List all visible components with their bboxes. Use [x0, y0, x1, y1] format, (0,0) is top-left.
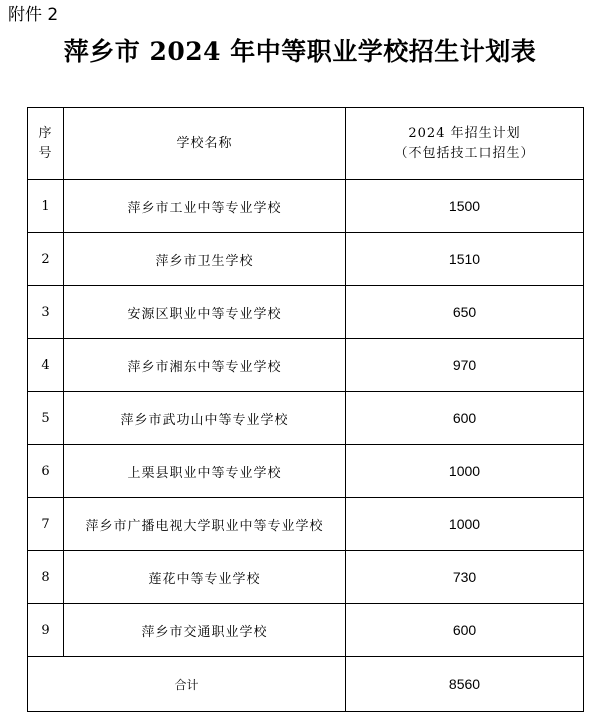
row-index: 2 [28, 233, 64, 286]
table-row [28, 604, 584, 657]
row-school: 萍乡市交通职业学校 [64, 604, 346, 657]
table-row [28, 498, 584, 551]
row-plan: 650 [346, 286, 584, 339]
table-row [28, 445, 584, 498]
table-row [28, 180, 584, 233]
header-plan-line2: （不包括技工口招生） [394, 145, 535, 161]
row-index: 3 [28, 286, 64, 339]
row-school: 萍乡市武功山中等专业学校 [64, 392, 346, 445]
row-plan: 1000 [346, 498, 584, 551]
row-school: 安源区职业中等专业学校 [64, 286, 346, 339]
row-plan: 1510 [346, 233, 584, 286]
row-plan: 600 [346, 604, 584, 657]
table-row [28, 339, 584, 392]
row-index: 4 [28, 339, 64, 392]
row-index: 5 [28, 392, 64, 445]
enrollment-plan-table [27, 107, 584, 712]
table-row [28, 233, 584, 286]
row-index: 7 [28, 498, 64, 551]
row-index: 1 [28, 180, 64, 233]
row-school: 萍乡市广播电视大学职业中等专业学校 [64, 498, 346, 551]
row-index: 8 [28, 551, 64, 604]
row-school: 上栗县职业中等专业学校 [64, 445, 346, 498]
row-school: 莲花中等专业学校 [64, 551, 346, 604]
table-row [28, 392, 584, 445]
row-plan: 1500 [346, 180, 584, 233]
row-school: 萍乡市工业中等专业学校 [64, 180, 346, 233]
header-index-line2: 号 [38, 145, 53, 161]
total-value: 8560 [346, 657, 584, 712]
table-total-row [28, 657, 584, 712]
table-header-row [28, 108, 584, 180]
attachment-label: 附件 2 [8, 5, 59, 25]
row-plan: 1000 [346, 445, 584, 498]
table-row [28, 551, 584, 604]
header-school: 学校名称 [64, 108, 346, 180]
header-plan [346, 108, 584, 180]
row-index: 6 [28, 445, 64, 498]
page-title: 萍乡市 2024 年中等职业学校招生计划表 [63, 37, 537, 66]
row-plan: 600 [346, 392, 584, 445]
row-plan: 970 [346, 339, 584, 392]
row-index: 9 [28, 604, 64, 657]
header-plan-line1: 2024 年招生计划 [408, 125, 521, 141]
table-row [28, 286, 584, 339]
row-school: 萍乡市湘东中等专业学校 [64, 339, 346, 392]
header-index-line1: 序 [38, 125, 53, 141]
total-label: 合计 [28, 657, 346, 712]
row-plan: 730 [346, 551, 584, 604]
row-school: 萍乡市卫生学校 [64, 233, 346, 286]
header-index [28, 108, 64, 180]
